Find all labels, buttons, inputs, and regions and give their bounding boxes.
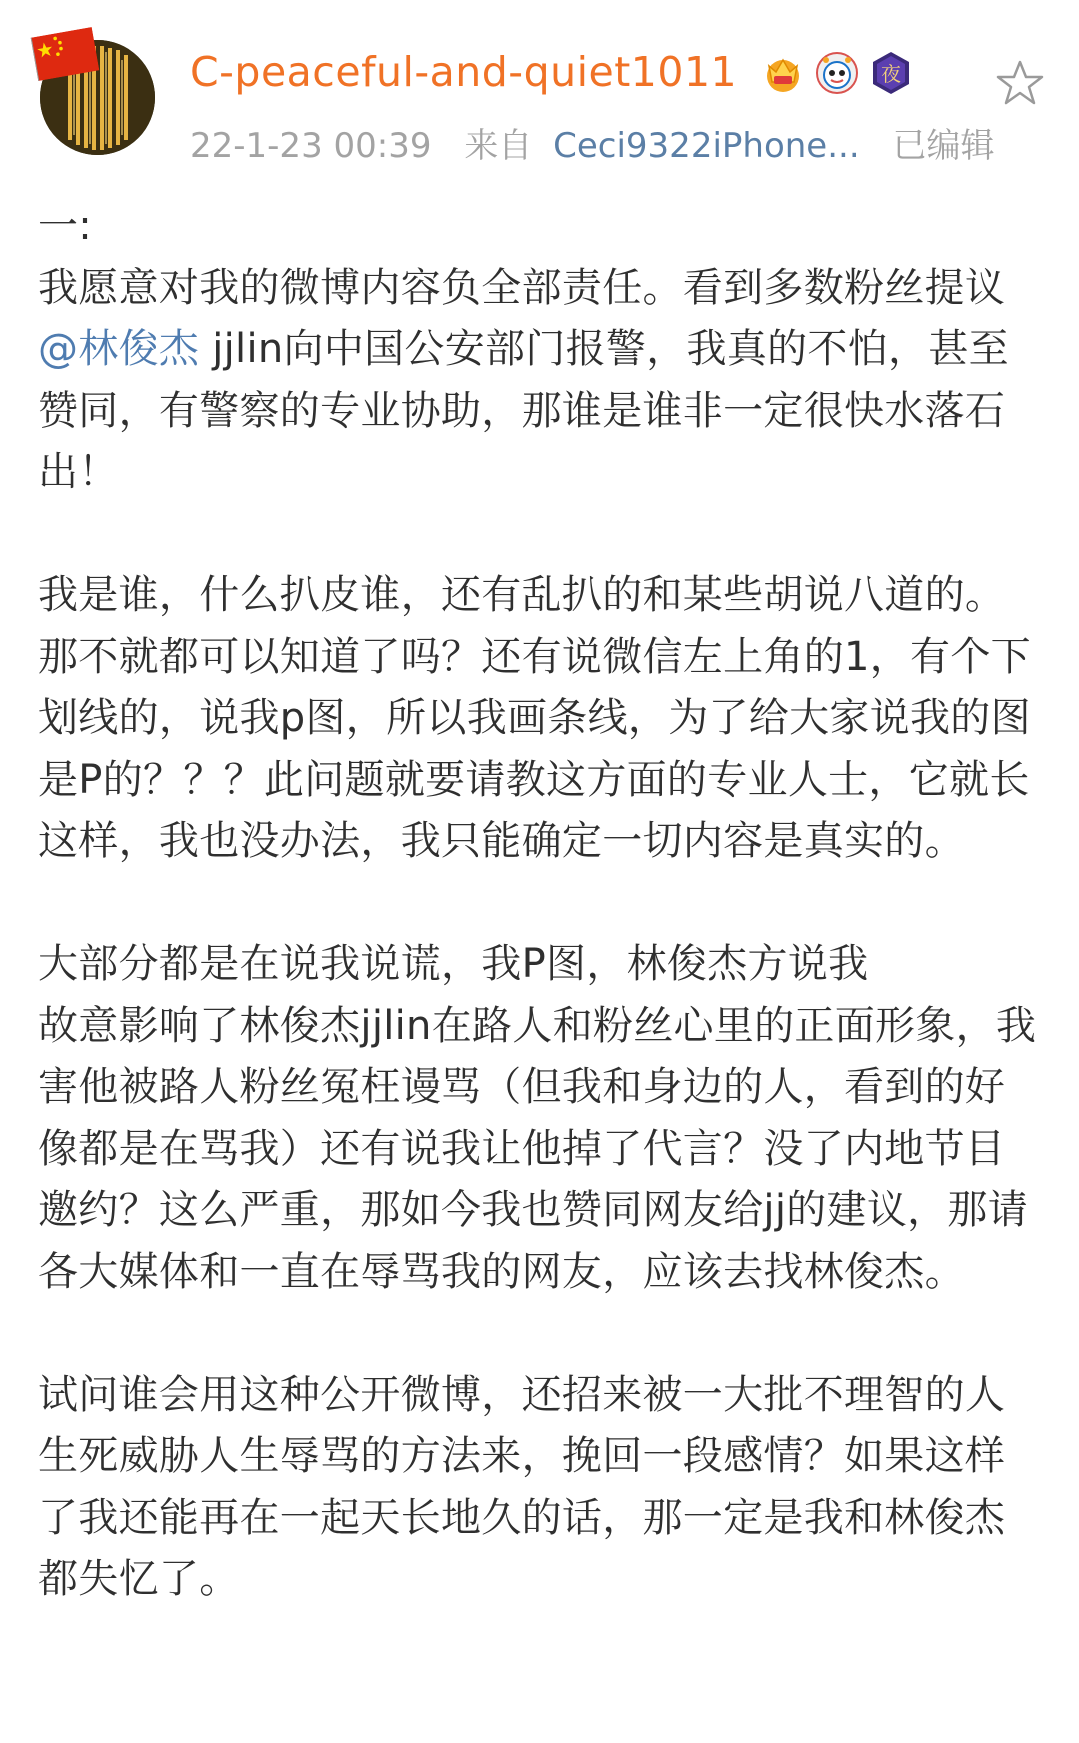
paragraph-3-rest: 故意影响了林俊杰jjlin在路人和粉丝心里的正面形象，我害他被路人粉丝冤枉谩骂（但我和身边的人，看到的好像都是在骂我）还有说我让他掉了代言？没了内地节目邀约？这么严重，那如今我也赞同网友给jj的建议，那请各大媒体和一直在辱骂我的网友，应该去找林俊杰。 <box>38 1002 1037 1295</box>
post-time: 22-1-23 00:39 <box>190 126 432 166</box>
username[interactable]: C-peaceful-and-quiet1011 <box>190 48 738 96</box>
svg-text:夜: 夜 <box>881 62 901 86</box>
paragraph-1-text-a: 我愿意对我的微博内容负全部责任。看到多数粉丝提议 <box>38 264 1006 311</box>
avatar-wrap[interactable] <box>40 40 155 155</box>
edited-label[interactable]: 已编辑 <box>892 126 995 166</box>
source-prefix: 来自 <box>464 126 533 166</box>
post-header <box>0 0 1079 170</box>
paragraph-4: 试问谁会用这种公开微博，还招来被一大批不理智的人生死威胁人生辱骂的方法来，挽回一段感情？如果这样了我还能再在一起天长地久的话，那一定是我和林俊杰都失忆了。 <box>38 1371 1006 1602</box>
vip-crown-icon[interactable] <box>760 50 806 96</box>
favorite-star-icon[interactable] <box>995 58 1045 108</box>
weibo-badge-icon[interactable] <box>814 50 860 96</box>
paragraph-3-line-1: 大部分都是在说我说谎，我P图，林俊杰方说我 <box>38 941 869 987</box>
paragraph-3 <box>38 934 1038 1303</box>
post-content <box>38 196 1038 1672</box>
post-meta <box>190 118 1016 167</box>
badge-row <box>760 50 914 96</box>
paragraph-1-text-b: jjlin向中国公安部门报警，我真的不怕，甚至赞同，有警察的专业协助，那谁是谁非一定很快水落石出！ <box>38 326 1009 495</box>
night-mode-icon[interactable] <box>868 50 914 96</box>
paragraph-2: 我是谁，什么扒皮谁，还有乱扒的和某些胡说八道的。那不就都可以知道了吗？还有说微信左上角的1，有个下划线的，说我p图，所以我画条线，为了给大家说我的图是P的？？？此问题就要请教这方面的专业人士，它就长这样，我也没办法，我只能确定一切内容是真实的。 <box>38 572 1031 864</box>
post-source[interactable]: Ceci9322iPhone... <box>553 126 860 166</box>
mention-link[interactable]: @林俊杰 <box>38 326 200 372</box>
paragraph-1 <box>38 258 1038 504</box>
paragraph-1-heading: 一: <box>38 203 93 249</box>
